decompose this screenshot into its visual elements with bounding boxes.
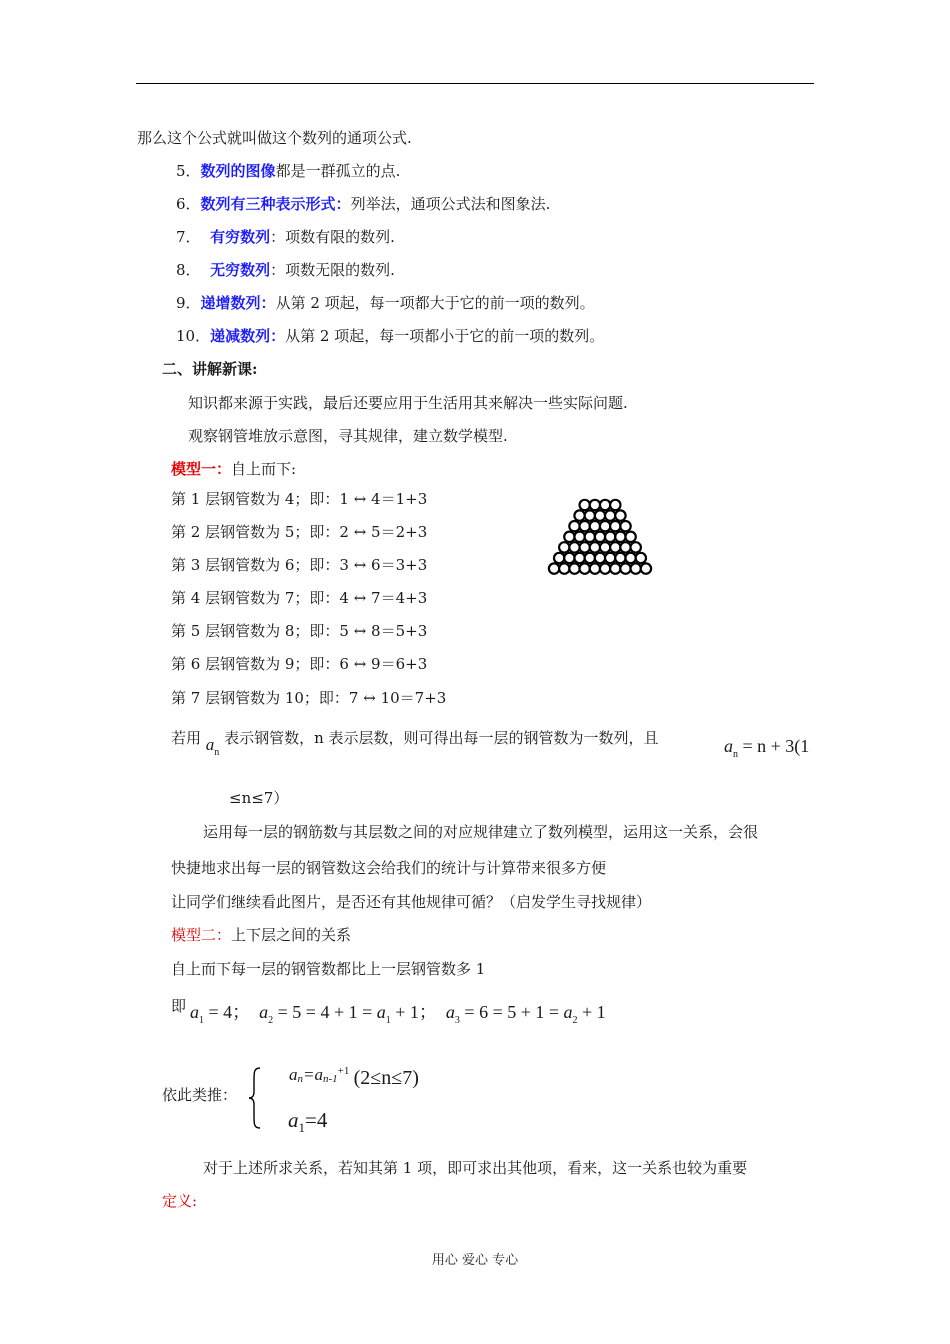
- eq1: = 4；: [208, 1002, 251, 1022]
- definition-label: 定义:: [162, 1192, 198, 1210]
- use-an-line: [171, 728, 659, 758]
- item-number: 8．: [176, 261, 211, 279]
- a3-sub: 3: [454, 1015, 460, 1026]
- formula-lhs: a: [724, 736, 733, 756]
- formula-an: [724, 736, 809, 760]
- list-item-6: [176, 194, 550, 214]
- var-a: [205, 735, 220, 758]
- paragraph: 运用每一层的钢筋数与其层数之间的对应规律建立了数列模型，运用这一关系，会很: [203, 823, 759, 841]
- item-number: 9．: [176, 294, 201, 312]
- pipe-circle: [595, 510, 605, 520]
- model2-label: 模型二：: [171, 926, 232, 944]
- item-number: 7．: [176, 228, 211, 246]
- ji-label: 即: [171, 997, 187, 1015]
- pipe-circle: [559, 563, 569, 573]
- item-rest: 从第 2 项起，每一项都小于它的前一项的数列。: [285, 327, 605, 345]
- paragraph: 自上而下每一层的钢管数都比上一层钢管数多 1: [171, 960, 486, 978]
- pipe-circle: [600, 563, 610, 573]
- a2-var-b: a: [563, 1002, 573, 1022]
- use-mid: 表示钢管数，n 表示层数，则可得出每一层的钢管数为一数列，且: [224, 729, 659, 747]
- item-rest: 从第 2 项起，每一项都大于它的前一项的数列。: [275, 294, 595, 312]
- item-rest: ：项数有限的数列.: [270, 228, 395, 246]
- a1-init-sub: 1: [298, 1120, 305, 1135]
- pipe-circle: [615, 510, 625, 520]
- pipe-circle: [590, 542, 600, 552]
- pipe-circle: [574, 553, 584, 563]
- rec-top-plus: +1: [337, 1065, 350, 1077]
- pipe-circle: [615, 553, 625, 563]
- eq2b: + 1；: [395, 1002, 437, 1022]
- var-a-letter: a: [205, 735, 215, 754]
- rec-top-sub: n-1: [322, 1073, 338, 1085]
- rec-bottom: =4: [305, 1108, 328, 1132]
- pipe-circle: [641, 563, 651, 573]
- item-number: 6．: [176, 195, 201, 213]
- pipe-circle: [554, 553, 564, 563]
- layer-line: 第 7 层钢管数为 10；即：7 ↔ 10＝7+3: [171, 689, 447, 707]
- use-prefix: 若用: [171, 729, 202, 747]
- layer-line: 第 4 层钢管数为 7；即：4 ↔ 7＝4+3: [171, 589, 428, 607]
- a1-var-b: a: [376, 1002, 386, 1022]
- pipe-circle: [610, 521, 620, 531]
- model2-heading: [171, 925, 351, 945]
- pipe-circle: [605, 553, 615, 563]
- paragraph: 让同学们继续看此图片，是否还有其他规律可循？（启发学生寻找规律）: [171, 893, 652, 911]
- eq3b: + 1: [582, 1002, 606, 1022]
- item-rest: ：项数无限的数列.: [270, 261, 395, 279]
- pipe-circle: [580, 563, 590, 573]
- pipe-circle: [610, 542, 620, 552]
- a1-init-var: a: [288, 1108, 299, 1132]
- a1-var: a: [190, 1002, 199, 1022]
- eq3: = 6 = 5 + 1 =: [464, 1002, 564, 1022]
- analogy-label: 依此类推：: [162, 1086, 238, 1104]
- range-line: ≤n≤7）: [229, 789, 289, 807]
- pipe-circle: [620, 542, 630, 552]
- layer-line: 第 1 层钢管数为 4；即：1 ↔ 4＝1+3: [171, 490, 428, 508]
- layer-line: 第 6 层钢管数为 9；即：6 ↔ 9＝6+3: [171, 655, 428, 673]
- pipe-circle: [620, 521, 630, 531]
- header-rule: [136, 83, 814, 84]
- list-item-9: [176, 293, 595, 313]
- pipe-circle: [585, 510, 595, 520]
- item-term: 数列的图像: [200, 162, 276, 180]
- paragraph: 对于上述所求关系，若知其第 1 项，即可求出其他项，看来，这一关系也较为重要: [203, 1159, 748, 1177]
- pipe-circle: [595, 532, 605, 542]
- rec-top: =a: [303, 1065, 323, 1084]
- pipe-circle: [595, 553, 605, 563]
- intro-line: 那么这个公式就叫做这个数列的通项公式.: [137, 129, 412, 147]
- a3-var: a: [445, 1002, 455, 1022]
- pipe-circle: [549, 563, 559, 573]
- recurrence-bottom: [288, 1107, 327, 1136]
- pipe-circle: [590, 500, 600, 510]
- var-a-sub: n: [214, 747, 220, 758]
- an-var: a: [289, 1065, 298, 1084]
- pipe-circle: [569, 542, 579, 552]
- section-heading: 二、讲解新课:: [162, 360, 258, 378]
- pipe-circle: [569, 563, 579, 573]
- formula-rhs: = n + 3(1: [742, 736, 810, 756]
- pipe-circle: [559, 542, 569, 552]
- pipe-circle: [590, 563, 600, 573]
- pipe-circle: [600, 542, 610, 552]
- paragraph: 观察钢管堆放示意图，寻其规律，建立数学模型.: [188, 427, 508, 445]
- page-footer: 用心 爱心 专心: [431, 1253, 519, 1268]
- item-number: 5．: [176, 162, 201, 180]
- item-term: 有穷数列: [210, 228, 271, 246]
- recurrence-examples: [190, 1002, 606, 1026]
- a1-sub: 1: [199, 1015, 204, 1026]
- a2-var: a: [259, 1002, 269, 1022]
- pipe-circle: [631, 563, 641, 573]
- pipe-circle: [625, 553, 635, 563]
- pipe-circle: [610, 500, 620, 510]
- formula-sub: n: [733, 749, 738, 760]
- item-term: 无穷数列: [210, 261, 271, 279]
- a2-sub: 2: [268, 1015, 274, 1026]
- pipe-circle: [569, 521, 579, 531]
- pipe-circle: [615, 532, 625, 542]
- layer-line: 第 5 层钢管数为 8；即：5 ↔ 8＝5+3: [171, 622, 428, 640]
- item-rest: 都是一群孤立的点.: [275, 162, 401, 180]
- pipe-circle: [580, 542, 590, 552]
- model1-heading: [171, 459, 296, 479]
- item-rest: 列举法，通项公式法和图象法.: [350, 195, 551, 213]
- item-term: 递减数列：: [210, 327, 286, 345]
- model1-label: 模型一：: [171, 460, 232, 478]
- layer-line: 第 3 层钢管数为 6；即：3 ↔ 6＝3+3: [171, 556, 428, 574]
- item-number: 10．: [176, 327, 211, 345]
- model2-text: 上下层之间的关系: [231, 926, 352, 944]
- model1-text: 自上而下:: [231, 460, 297, 478]
- list-item-10: [176, 326, 604, 346]
- item-term: 数列有三种表示形式：: [200, 195, 351, 213]
- pipe-circle: [620, 563, 630, 573]
- recurrence-top: [289, 1064, 419, 1087]
- pipe-circle: [585, 532, 595, 542]
- rec-cond: (2≤n≤7): [353, 1067, 419, 1089]
- pipe-circle: [631, 542, 641, 552]
- steel-pipe-pile-illustration: [544, 496, 656, 578]
- pipe-circle: [564, 553, 574, 563]
- a2-sub-b: 2: [572, 1015, 578, 1026]
- paragraph: 知识都来源于实践，最后还要应用于生活用其来解决一些实际问题.: [188, 394, 628, 412]
- pipe-circle: [585, 553, 595, 563]
- pipe-circle: [590, 521, 600, 531]
- item-term: 递增数列：: [200, 294, 276, 312]
- pipe-circle: [574, 532, 584, 542]
- paragraph: 快捷地求出每一层的钢管数这会给我们的统计与计算带来很多方便: [171, 859, 607, 877]
- list-item-8: [176, 260, 395, 280]
- left-brace: [248, 1066, 264, 1130]
- pipe-circle: [574, 510, 584, 520]
- layer-line: 第 2 层钢管数为 5；即：2 ↔ 5＝2+3: [171, 523, 428, 541]
- pipe-circle: [625, 532, 635, 542]
- pipe-circle: [580, 521, 590, 531]
- pipe-circle: [580, 500, 590, 510]
- an-sub: n: [297, 1073, 303, 1085]
- pipe-circle: [636, 553, 646, 563]
- a1-sub-b: 1: [385, 1015, 391, 1026]
- list-item-5: [176, 161, 400, 181]
- pipe-circle: [564, 532, 574, 542]
- list-item-7: [176, 227, 395, 247]
- pipe-circle: [605, 510, 615, 520]
- pipe-circle: [600, 521, 610, 531]
- eq2: = 5 = 4 + 1 =: [277, 1002, 377, 1022]
- pipe-circle: [605, 532, 615, 542]
- pipe-circle: [610, 563, 620, 573]
- pipe-circle: [600, 500, 610, 510]
